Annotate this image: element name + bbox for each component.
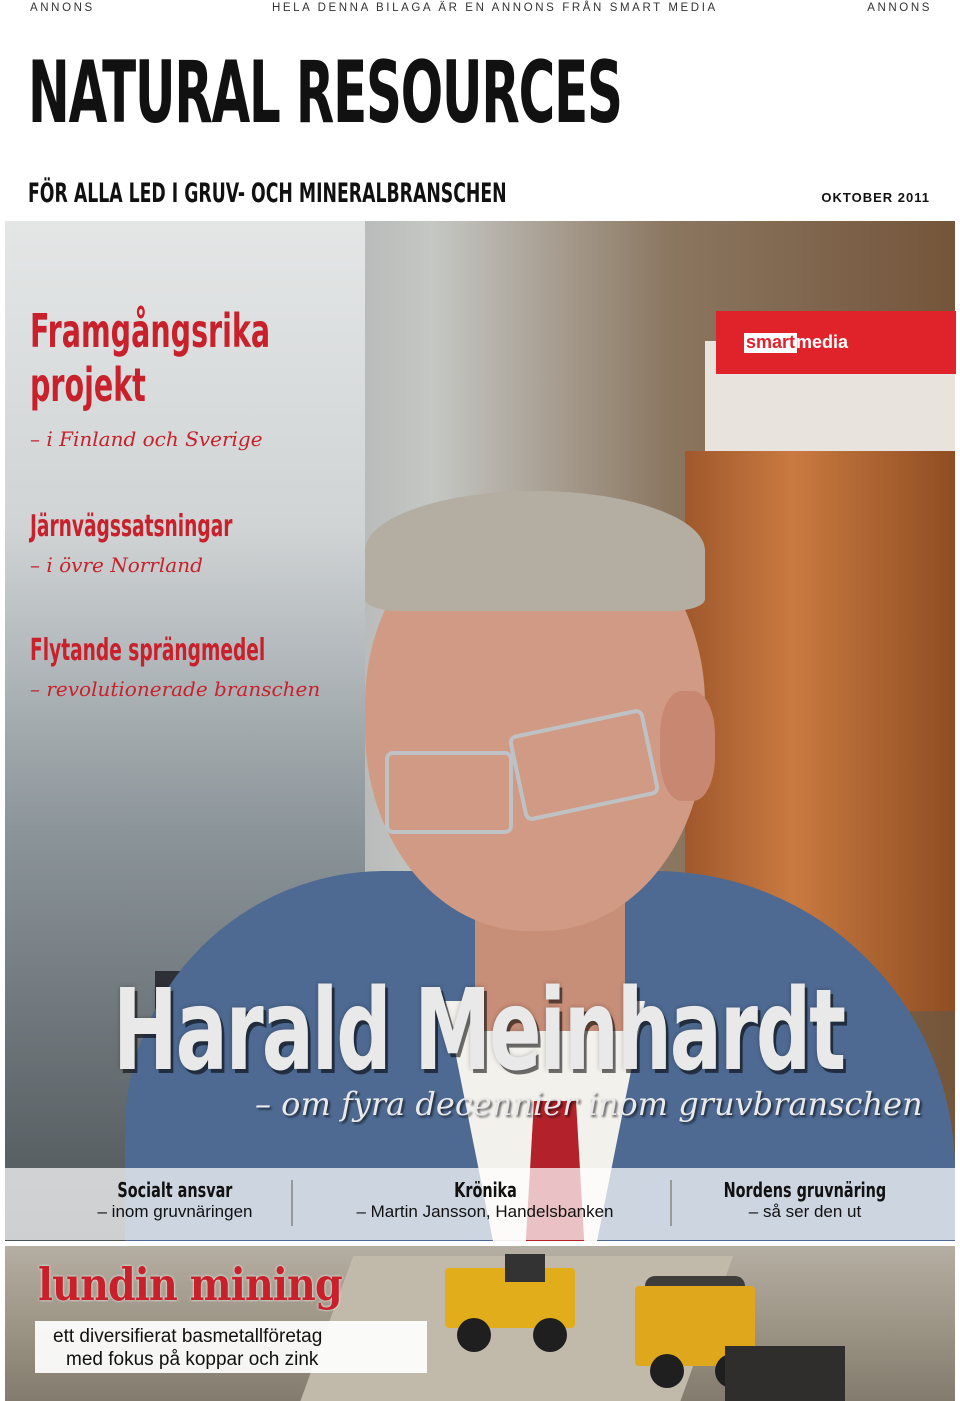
headline-1-line-2: projekt: [30, 358, 146, 412]
magazine-subtitle: FÖR ALLA LED I GRUV- OCH MINERALBRANSCHEN: [28, 178, 507, 209]
annons-label-left: ANNONS: [30, 2, 95, 14]
cover-story-name: Harald Meinhardt: [113, 966, 845, 1096]
ad-tagline-line-2: med fokus på koppar och zink: [66, 1349, 319, 1370]
teaser-subtitle: – inom gruvnäringen: [97, 1202, 253, 1221]
logo-media-text: media: [796, 332, 849, 352]
ad-photo-truck: [725, 1346, 845, 1401]
ad-photo-wheel: [457, 1318, 491, 1352]
ad-photo-wheel: [533, 1318, 567, 1352]
headline-2-subtitle: – i övre Norrland: [30, 553, 203, 577]
teaser-subtitle: – så ser den ut: [748, 1202, 862, 1221]
cover-story-subtitle: – om fyra decennier inom gruvbranschen: [255, 1085, 923, 1123]
teaser-title: Nordens gruvnäring: [723, 1178, 887, 1202]
headline-1-subtitle: – i Finland och Sverige: [30, 427, 263, 451]
teaser-title: Socialt ansvar: [117, 1178, 233, 1202]
headline-1-line-1: Framgångsrika: [30, 304, 271, 358]
ad-photo-wheel: [650, 1354, 684, 1388]
ad-photo-truck-cab: [505, 1254, 545, 1282]
teaser-title: Krönika: [453, 1178, 517, 1202]
logo-smart-text: smart: [746, 332, 796, 352]
teaser-subtitle: – Martin Jansson, Handelsbanken: [356, 1202, 614, 1221]
lundin-mining-logo: lundin mining: [38, 1258, 342, 1311]
person-hair: [365, 491, 705, 611]
headline-3: Flytande sprängmedel: [30, 633, 266, 668]
supplement-notice: HELA DENNA BILAGA ÄR EN ANNONS FRÅN SMART MEDIA: [272, 2, 718, 14]
headline-3-subtitle: – revolutionerade branschen: [30, 677, 321, 701]
top-strip: [0, 0, 960, 20]
teaser-socialt-ansvar: [60, 1178, 290, 1222]
teaser-nordens-gruvnaring: [690, 1178, 920, 1222]
annons-label-right: ANNONS: [867, 2, 932, 14]
person-ear: [660, 691, 715, 801]
person-glasses-left-lens: [385, 751, 513, 834]
magazine-title: NATURAL RESOURCES: [28, 43, 622, 143]
headline-2: Järnvägssatsningar: [30, 509, 233, 544]
teaser-kronika: [320, 1178, 650, 1222]
teaser-divider: [670, 1180, 672, 1226]
teaser-divider: [291, 1180, 293, 1226]
ad-tagline-line-1: ett diversifierat basmetallföretag: [53, 1326, 323, 1347]
smartmedia-logo: [716, 311, 956, 374]
issue-date: OKTOBER 2011: [821, 190, 930, 205]
